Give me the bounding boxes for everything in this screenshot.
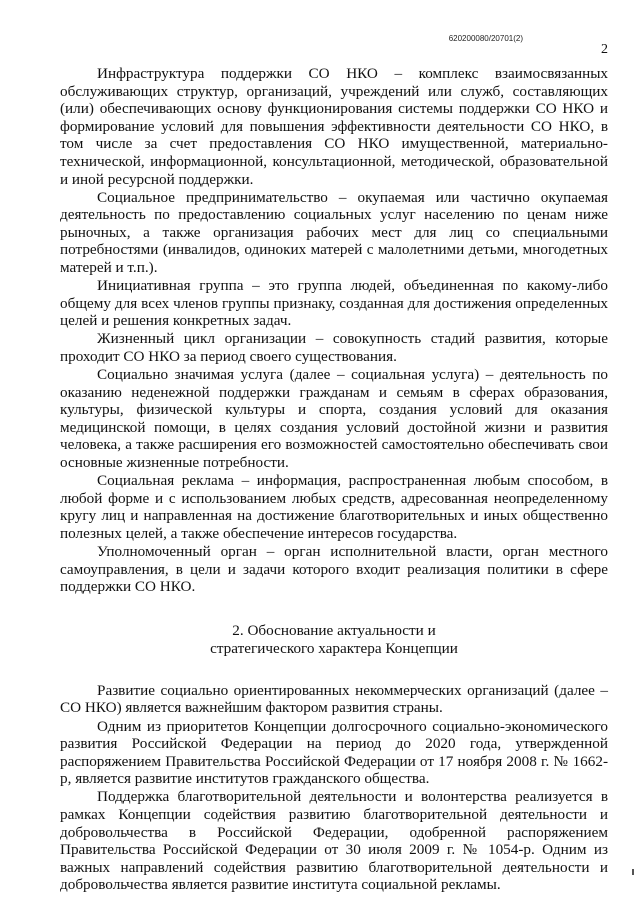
paragraph-infrastructure: Инфраструктура поддержки СО НКО – комплекс взаимосвязанных обслуживающих структур, организаций, учреждений или служб, составляющих (или) обеспечивающих основу функционирования системы поддержки СО НКО и формирование условий для повышения эффективности деятельности СО НКО, в том числе за счет предоставления СО НКО имущественной, материально-технической, информационной, консультационной, методической, образовательной и иной ресурсной поддержки. (60, 65, 608, 188)
paragraph-life-cycle: Жизненный цикл организации – совокупность стадий развития, которые проходит СО НКО за период своего существования. (60, 330, 608, 365)
document-body (60, 65, 608, 894)
paragraph-priorities: Одним из приоритетов Концепции долгосрочного социально-экономического развития Российской Федерации на период до 2020 года, утвержденной распоряжением Правительства Российской Федерации от 17 ноября 2008 г. № 1662-р, является развитие институтов гражданского общества. (60, 717, 608, 788)
paragraph-authorized-body: Уполномоченный орган – орган исполнительной власти, орган местного самоуправления, в цели и задачи которого входит реализация политики в сфере поддержки СО НКО. (60, 543, 608, 596)
scan-edge-mark (632, 869, 634, 875)
section-heading-line-2: стратегического характера Концепции (210, 639, 458, 657)
paragraph-nko-development: Развитие социально ориентированных некоммерческих организаций (далее – СО НКО) является важнейшим фактором развития страны. (60, 681, 608, 717)
section-heading-line-1: 2. Обоснование актуальности и (232, 621, 436, 639)
page-number: 2 (601, 42, 608, 57)
paragraph-social-advertising: Социальная реклама – информация, распространенная любым способом, в любой форме и с использованием любых средств, адресованная неопределенному кругу лиц и направленная на достижение благотворительных и иных общественно полезных целей, а также обеспечение интересов государства. (60, 472, 608, 542)
paragraph-social-entrepreneurship: Социальное предпринимательство – окупаемая или частично окупаемая деятельность по предоставлению социальных услуг населению по ценам ниже рыночных, а также организация рабочих мест для лиц со специальными потребностями (инвалидов, одиноких матерей с малолетними детьми, многодетных матерей и т.п.). (60, 188, 608, 277)
section-heading (60, 622, 608, 658)
paragraph-initiative-group: Инициативная группа – это группа людей, объединенная по какому-либо общему для всех членов группы признаку, созданная для достижения определенных целей и решения конкретных задач. (60, 277, 608, 330)
paragraph-charity-support: Поддержка благотворительной деятельности и волонтерства реализуется в рамках Концепции содействия развитию благотворительной деятельности и добровольчества в Российской Федерации, одобренной распоряжением Правительства Российской Федерации от 30 июля 2009 г. № 1054-р. Одним из важных направлений содействия развитию благотворительной деятельности и добровольчества является развитие института социальной рекламы. (60, 788, 608, 894)
paragraph-social-service: Социально значимая услуга (далее – социальная услуга) – деятельность по оказанию неденежной поддержки гражданам и семьям в сферах образования, культуры, физической культуры и спорта, создания условий для оказания медицинской помощи, в целях создания условий достойной жизни и развития человека, а также расширения его возможностей самостоятельно обеспечивать свои основные жизненные потребности. (60, 366, 608, 472)
document-id: 620200080/20701(2) (448, 34, 523, 43)
